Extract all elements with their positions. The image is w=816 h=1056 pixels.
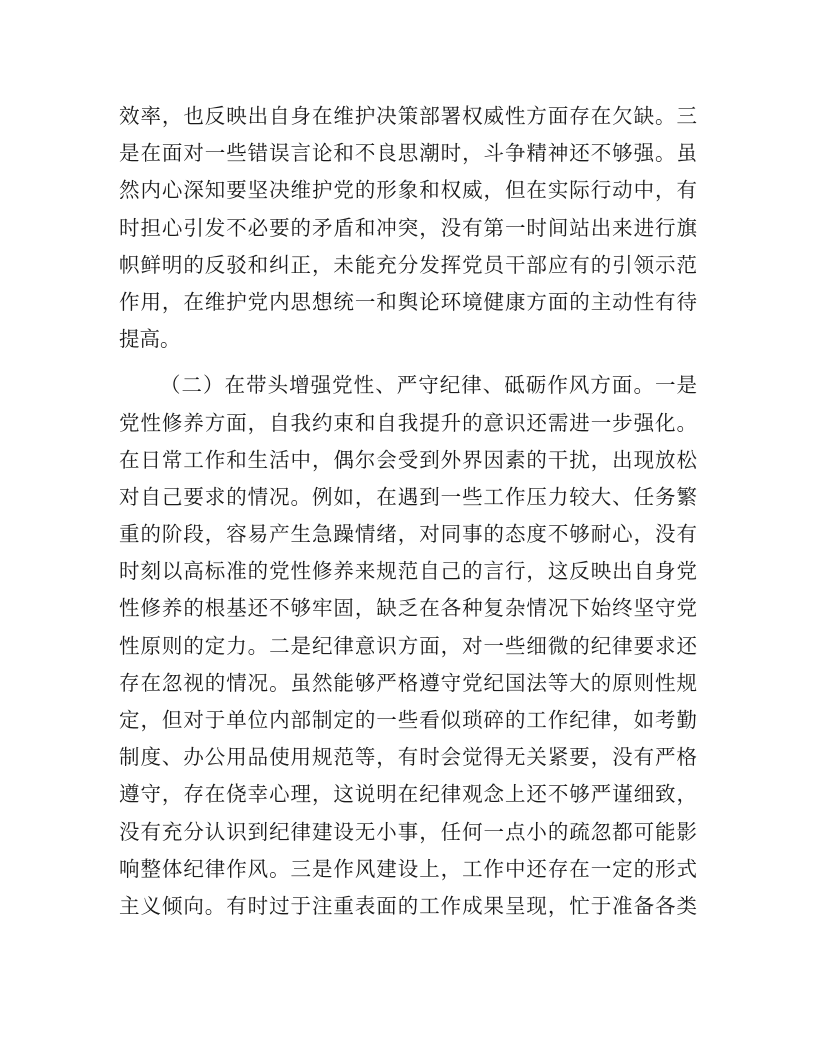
text-line: 在日常工作和生活中，偶尔会受到外界因素的干扰，出现放松 [119,447,697,472]
text-line: 性修养的根基还不够牢固，缺乏在各种复杂情况下始终坚守党 [119,596,697,621]
text-line: 是在面对一些错误言论和不良思潮时，斗争精神还不够强。虽 [119,141,697,166]
text-line: 遵守，存在侥幸心理，这说明在纪律观念上还不够严谨细致， [119,782,697,807]
paragraph-gap [119,358,697,367]
text-line: 帜鲜明的反驳和纠正，未能充分发挥党员干部应有的引领示范 [119,252,697,277]
text-line: 党性修养方面，自我约束和自我提升的意识还需进一步强化。 [119,410,697,435]
paragraph-2 [119,367,697,925]
text-line: 重的阶段，容易产生急躁情绪，对同事的态度不够耐心，没有 [119,522,697,547]
text-line: 主义倾向。有时过于注重表面的工作成果呈现，忙于准备各类 [119,893,697,918]
text-line: 提高。 [119,327,181,352]
text-line: 效率，也反映出自身在维护决策部署权威性方面存在欠缺。三 [119,104,697,128]
text-line: 没有充分认识到纪律建设无小事，任何一点小的疏忽都可能影 [119,819,697,844]
paragraph-1 [119,98,697,358]
text-line: 响整体纪律作风。三是作风建设上，工作中还存在一定的形式 [119,856,697,881]
text-line: （二）在带头增强党性、严守纪律、砥砺作风方面。一是 [160,373,697,398]
text-line: 对自己要求的情况。例如，在遇到一些工作压力较大、任务繁 [119,484,697,509]
text-line: 性原则的定力。二是纪律意识方面，对一些细微的纪律要求还 [119,633,697,658]
text-line: 时刻以高标准的党性修养来规范自己的言行，这反映出自身党 [119,559,697,584]
text-line: 时担心引发不必要的矛盾和冲突，没有第一时间站出来进行旗 [119,215,697,240]
text-line: 作用，在维护党内思想统一和舆论环境健康方面的主动性有待 [119,289,697,314]
text-line: 定，但对于单位内部制定的一些看似琐碎的工作纪律，如考勤 [119,708,697,732]
document-body [119,98,697,925]
text-line: 然内心深知要坚决维护党的形象和权威，但在实际行动中，有 [119,178,697,203]
text-line: 存在忽视的情况。虽然能够严格遵守党纪国法等大的原则性规 [119,670,697,695]
text-line: 制度、办公用品使用规范等，有时会觉得无关紧要，没有严格 [119,745,697,770]
